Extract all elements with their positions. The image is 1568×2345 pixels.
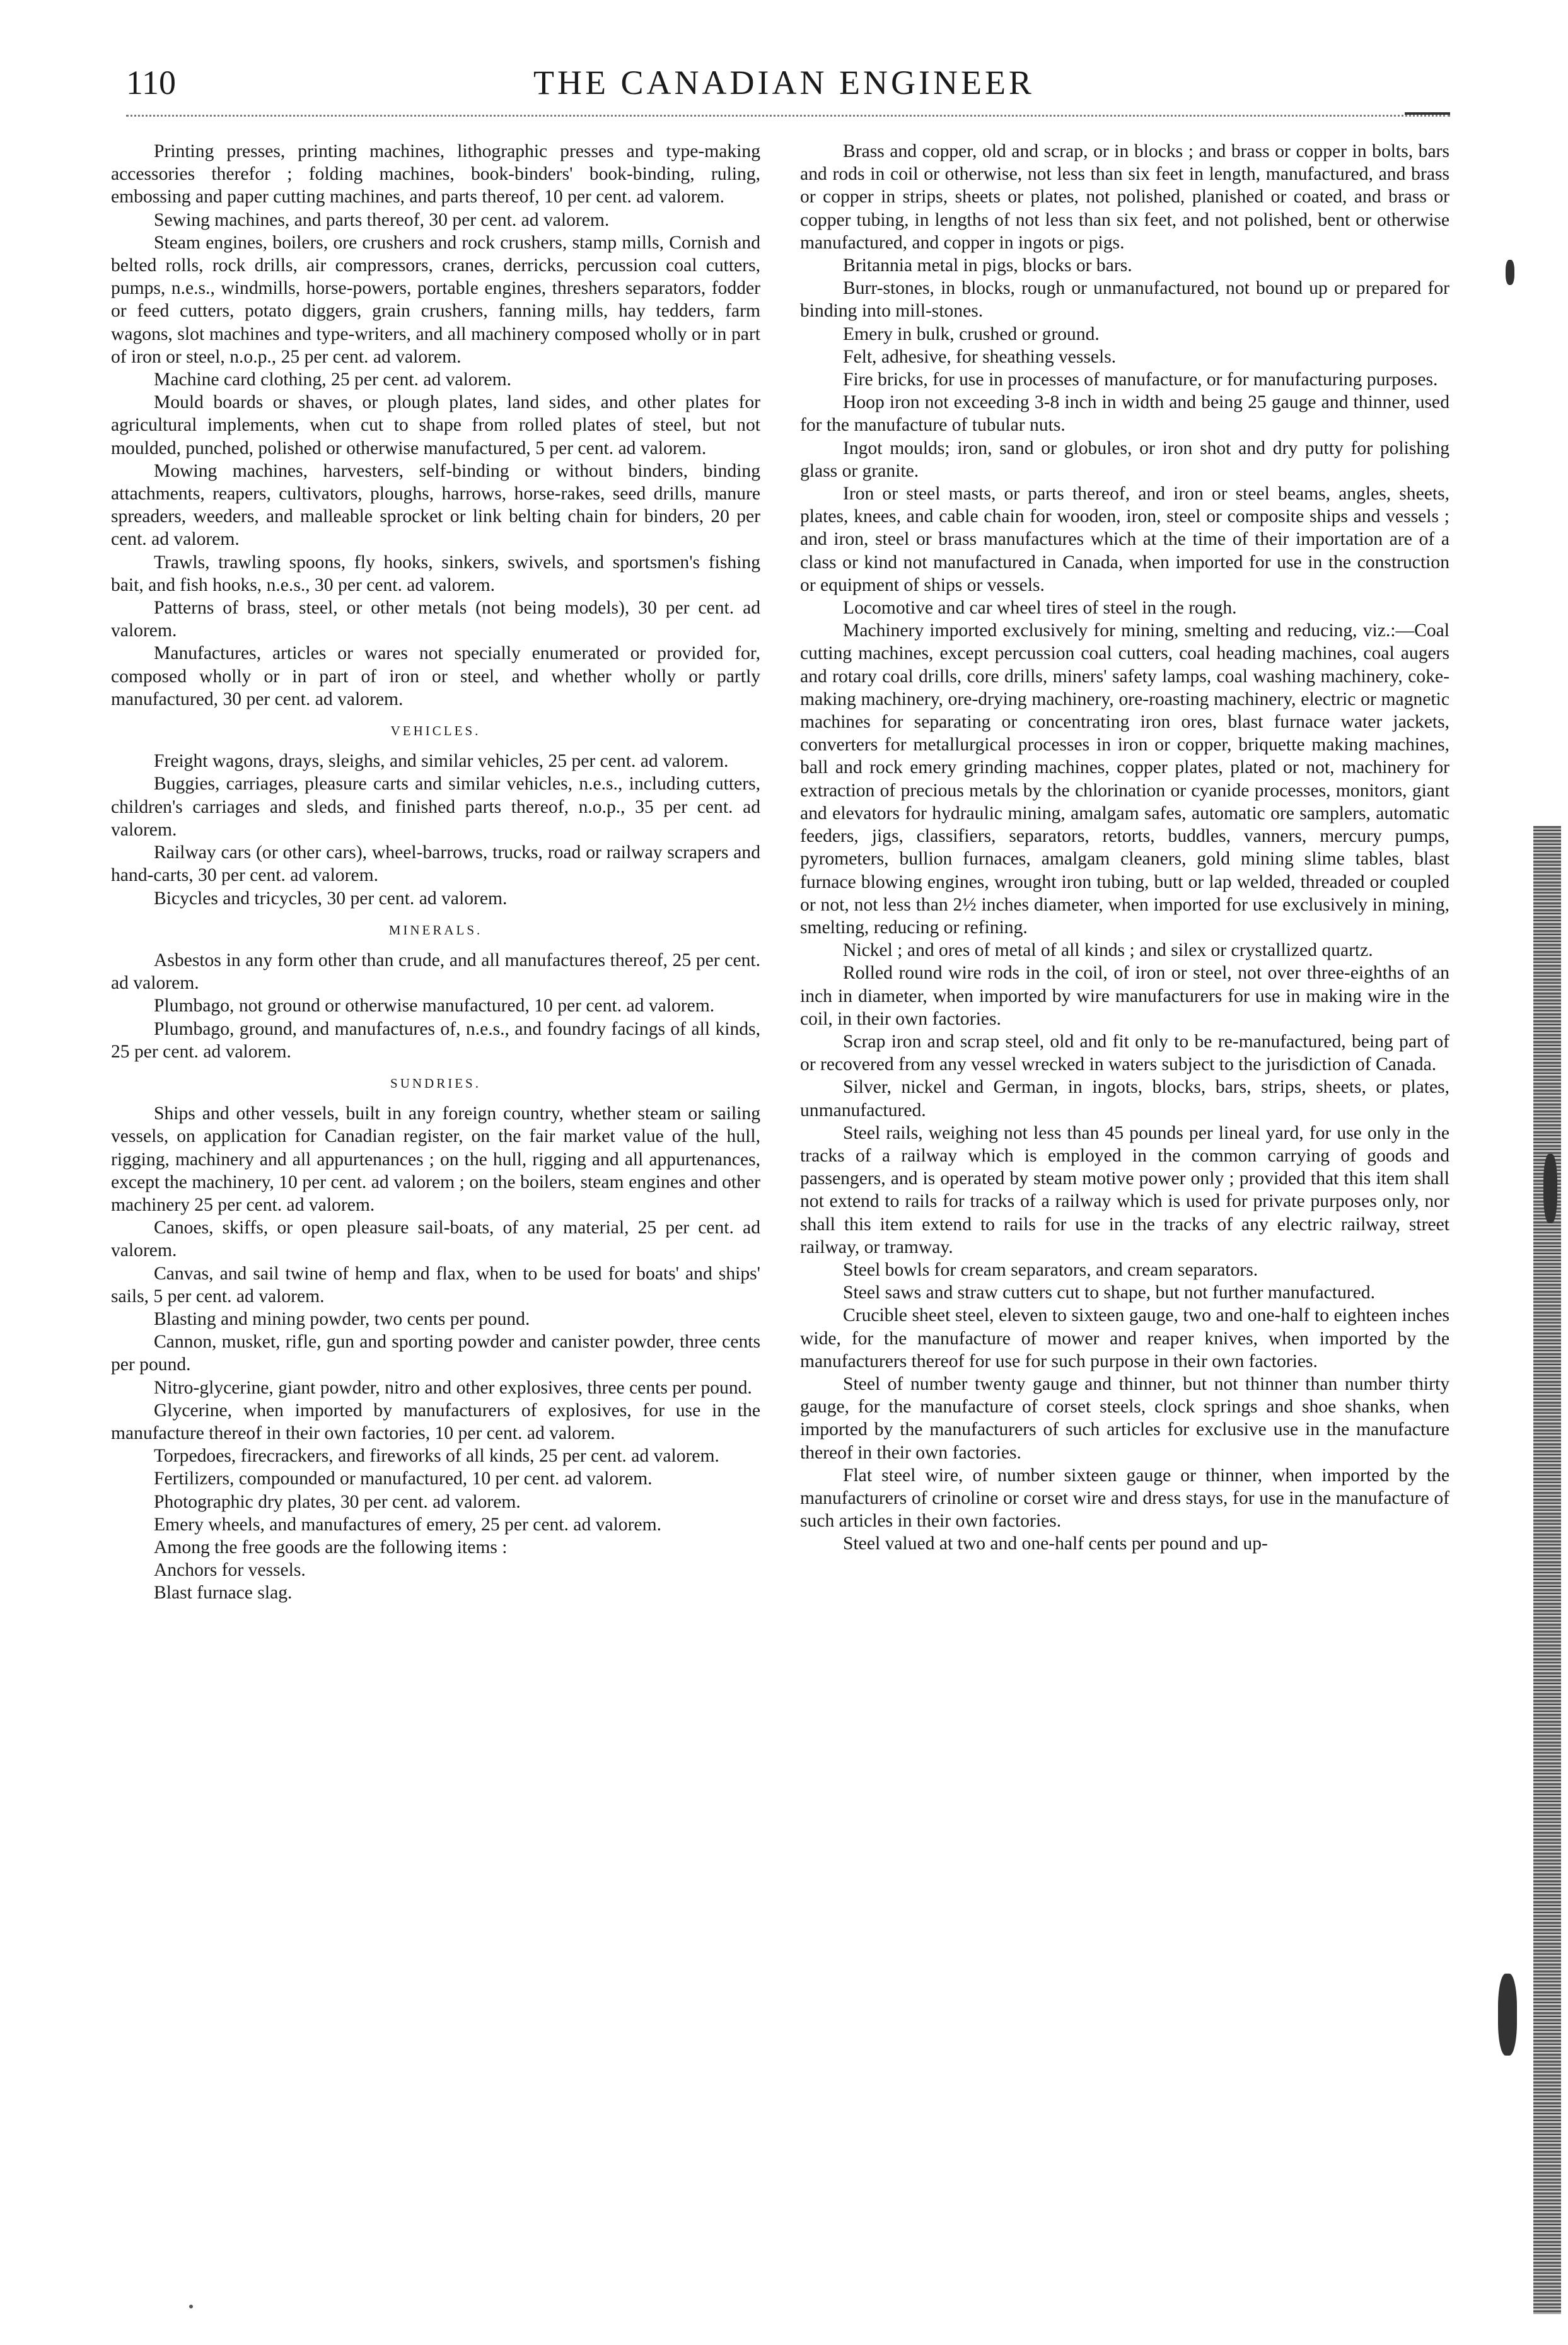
edge-blot (1506, 260, 1514, 285)
tariff-item: Emery wheels, and manufactures of emery, 25 per cent. ad valorem. (154, 1514, 661, 1535)
tariff-item: Cannon, musket, rifle, gun and sporting powder and canister powder, three cents per pound. (111, 1332, 760, 1375)
tariff-item: Steel of number twenty gauge and thinner, but not thinner than number thirty gauge, for the manufacture of corset steels, clock springs and shoe shanks, when imported by the manufacturers of such articles for exclusive use in the manufacture thereof in their own factories. (800, 1373, 1449, 1463)
tariff-item: Nitro-glycerine, giant powder, nitro and other explosives, three cents per pound. (154, 1377, 752, 1398)
scan-speck (189, 2305, 193, 2308)
tariff-item: Ingot moulds; iron, sand or globules, or iron shot and dry putty for polishing glass or granite. (800, 438, 1449, 481)
tariff-item: Among the free goods are the following items : (154, 1537, 508, 1557)
tariff-item: Mould boards or shaves, or plough plates, land sides, and other plates for agricultural implements, when cut to shape from rolled plates of steel, but not moulded, punched, polished or otherwise manufactured, 5 per cent. ad valorem. (111, 392, 760, 458)
tariff-item: Rolled round wire rods in the coil, of iron or steel, not over three-eighths of an inch in diameter, when imported by wire manufacturers for use in making wire in the coil, in their own factories. (800, 963, 1449, 1029)
tariff-item: Photographic dry plates, 30 per cent. ad valorem. (154, 1491, 521, 1512)
scanned-page-edge (1533, 826, 1561, 2314)
tariff-item: Fire bricks, for use in processes of manufacture, or for manufacturing purposes. (843, 369, 1438, 390)
tariff-item: Ships and other vessels, built in any foreign country, whether steam or sailing vessels, on application for Canadian register, on the fair market value of the hull, rigging, machinery and all appurtenances ; on the hull, rigging and all appurtenances, except the machinery, 10 per cent. ad valorem ; on the boilers, steam engines and other machinery 25 per cent. ad valorem. (111, 1103, 760, 1215)
tariff-item: Mowing machines, harvesters, self-binding or without binders, binding attachments, reapers, cultivators, ploughs, harrows, horse-rakes, seed drills, manure spreaders, weeders, and malleable sprocket or link belting chain for binders, 20 per cent. ad valorem. (111, 460, 760, 550)
tariff-item: Brass and copper, old and scrap, or in blocks ; and brass or copper in bolts, bars and rods in coil or otherwise, not less than six feet in length, manufactured, and brass or copper in strips, sheets or plates, not polished, planished or coated, and brass or copper tubing, in lengths of not less than six feet, and not polished, bent or otherwise manufactured, and copper in ingots or pigs. (800, 141, 1449, 253)
tariff-item: Burr-stones, in blocks, rough or unmanufactured, not bound up or prepared for binding into mill-stones. (800, 278, 1449, 322)
tariff-item: Bicycles and tricycles, 30 per cent. ad valorem. (154, 888, 508, 909)
tariff-item: Sewing machines, and parts thereof, 30 per cent. ad valorem. (154, 209, 610, 230)
tariff-item: Asbestos in any form other than crude, and all manufactures thereof, 25 per cent. ad valorem. (111, 950, 760, 994)
tariff-item: Machinery imported exclusively for mining, smelting and reducing, viz.:—Coal cutting machines, except percussion coal cutters, coal heading machines, coal augers and rotary coal drills, core drills, miners' safety lamps, coal washing machinery, coke-making machinery, ore-drying machinery, ore-roasting machinery, electric or magnetic machines for separating or concentrating iron ores, blast furnace water jackets, converters for metallurgical processes in iron or copper, briquette making machines, ball and rock emery grinding machines, copper plates, plated or not, machinery for extraction of precious metals by the chlorination or cyanide processes, monitors, giant and elevators for hydraulic mining, amalgam safes, automatic ore samplers, automatic feeders, jigs, classifiers, separators, retorts, buddles, vanners, mercury pumps, pyrometers, bullion furnaces, amalgam cleaners, gold mining slime tables, blast furnace blowing engines, wrought iron tubing, butt or lap welded, threaded or coupled or not, not less than 2½ inches diameter, when imported for use exclusively in mining, smelting, reducing or refining. (800, 620, 1449, 938)
tariff-item: Printing presses, printing machines, lithographic presses and type-making accessories therefor ; folding machines, book-binders' book-binding, ruling, embossing and paper cutting machines, and parts thereof, 10 per cent. ad valorem. (111, 141, 760, 207)
right-column (800, 140, 1449, 1556)
tariff-item: Emery in bulk, crushed or ground. (843, 323, 1100, 344)
tariff-item: Crucible sheet steel, eleven to sixteen gauge, two and one-half to eighteen inches wide, for the manufacture of mower and reaper knives, when imported by the manufacturers thereof for use for such purpose in their own factories. (800, 1305, 1449, 1371)
tariff-item: Canvas, and sail twine of hemp and flax, when to be used for boats' and ships' sails, 5 per cent. ad valorem. (111, 1263, 760, 1306)
tariff-item: Steel saws and straw cutters cut to shape, but not further manufactured. (843, 1283, 1375, 1303)
tariff-item: Hoop iron not exceeding 3-8 inch in width and being 25 gauge and thinner, used for the manufacture of tubular nuts. (800, 392, 1449, 436)
tariff-item: Patterns of brass, steel, or other metals (not being models), 30 per cent. ad valorem. (111, 598, 760, 641)
tariff-item: Locomotive and car wheel tires of steel in the rough. (843, 598, 1237, 619)
edge-blot (1543, 1154, 1557, 1223)
tariff-item: Manufactures, articles or wares not specially enumerated or provided for, composed wholly or in part of iron or steel, and whether wholly or partly manufactured, 30 per cent. ad valorem. (111, 643, 760, 709)
edge-blot (1498, 1974, 1517, 2056)
tariff-item: Anchors for vessels. (154, 1560, 306, 1581)
page-number: 110 (126, 64, 176, 102)
tariff-item: Steel valued at two and one-half cents per pound and up- (843, 1533, 1268, 1554)
tariff-item: Blasting and mining powder, two cents per pound. (154, 1308, 530, 1329)
tariff-item: Glycerine, when imported by manufacturers of explosives, for use in the manufacture thereof in their own factories, 10 per cent. ad valorem. (111, 1400, 760, 1443)
tariff-item: Plumbago, ground, and manufactures of, n.e.s., and foundry facings of all kinds, 25 per cent. ad valorem. (111, 1018, 760, 1062)
tariff-item: Buggies, carriages, pleasure carts and similar vehicles, n.e.s., including cutters, children's carriages and sleds, and finished parts thereof, n.o.p., 35 per cent. ad valorem. (111, 774, 760, 840)
tariff-item: Plumbago, not ground or otherwise manufactured, 10 per cent. ad valorem. (154, 996, 715, 1016)
tariff-item: Canoes, skiffs, or open pleasure sail-boats, of any material, 25 per cent. ad valorem. (111, 1218, 760, 1261)
tariff-item: Scrap iron and scrap steel, old and fit only to be re-manufactured, being part of or recovered from any vessel wrecked in waters subject to the jurisdiction of Canada. (800, 1031, 1449, 1075)
left-column (111, 140, 760, 1605)
header-rule (126, 115, 1450, 117)
tariff-item: Iron or steel masts, or parts thereof, and iron or steel beams, angles, sheets, plates, knees, and cable chain for wooden, iron, steel or composite ships and vessels ; and iron, steel or brass manufactures which at the time of their importation are of a class or kind not manufactured in Canada, when imported for use in the construction or equipment of ships or vessels. (800, 484, 1449, 595)
tariff-item: Steel rails, weighing not less than 45 pounds per lineal yard, for use only in the tracks of a railway which is employed in the common carrying of goods and passengers, and is operated by steam motive power only ; provided that this item shall not extend to rails for tracks of a railway which is used for private purposes only, nor shall this item extend to rails for use in the tracks of any electric railway, street railway, or tramway. (800, 1122, 1449, 1257)
tariff-item: Freight wagons, drays, sleighs, and similar vehicles, 25 per cent. ad valorem. (154, 751, 729, 772)
tariff-item: Steam engines, boilers, ore crushers and rock crushers, stamp mills, Cornish and belted rolls, rock drills, air compressors, cranes, derricks, percussion coal cutters, pumps, n.e.s., windmills, horse-powers, portable engines, threshers separators, fodder or feed cutters, potato diggers, grain crushers, fanning mills, hay tedders, farm wagons, slot machines and type-writers, and all machinery composed wholly or in part of iron or steel, n.o.p., 25 per cent. ad valorem. (111, 232, 760, 367)
tariff-item: Britannia metal in pigs, blocks or bars. (843, 255, 1132, 276)
tariff-item: Machine card clothing, 25 per cent. ad valorem. (154, 369, 511, 390)
tariff-item: Blast furnace slag. (154, 1583, 293, 1603)
section-heading: VEHICLES. (390, 723, 481, 739)
tariff-item: Fertilizers, compounded or manufactured, 10 per cent. ad valorem. (154, 1469, 653, 1489)
tariff-item: Railway cars (or other cars), wheel-barrows, trucks, road or railway scrapers and hand-carts, 30 per cent. ad valorem. (111, 842, 760, 886)
tariff-item: Nickel ; and ores of metal of all kinds ; and silex or crystallized quartz. (843, 940, 1373, 961)
header-rule-mark (1405, 112, 1450, 115)
tariff-item: Silver, nickel and German, in ingots, blocks, bars, strips, sheets, or plates, unmanufactured. (800, 1077, 1449, 1120)
tariff-item: Felt, adhesive, for sheathing vessels. (843, 346, 1117, 367)
tariff-item: Steel bowls for cream separators, and cream separators. (843, 1259, 1258, 1280)
page-title: THE CANADIAN ENGINEER (533, 64, 1035, 102)
section-heading: SUNDRIES. (390, 1075, 481, 1091)
section-heading: MINERALS. (388, 922, 483, 938)
tariff-item: Torpedoes, firecrackers, and fireworks of all kinds, 25 per cent. ad valorem. (154, 1446, 719, 1467)
tariff-item: Trawls, trawling spoons, fly hooks, sinkers, swivels, and sportsmen's fishing bait, and fish hooks, n.e.s., 30 per cent. ad valorem. (111, 552, 760, 595)
tariff-item: Flat steel wire, of number sixteen gauge or thinner, when imported by the manufacturers of crinoline or corset wire and dress stays, for use in the manufacture of such articles in their own factories. (800, 1465, 1449, 1532)
